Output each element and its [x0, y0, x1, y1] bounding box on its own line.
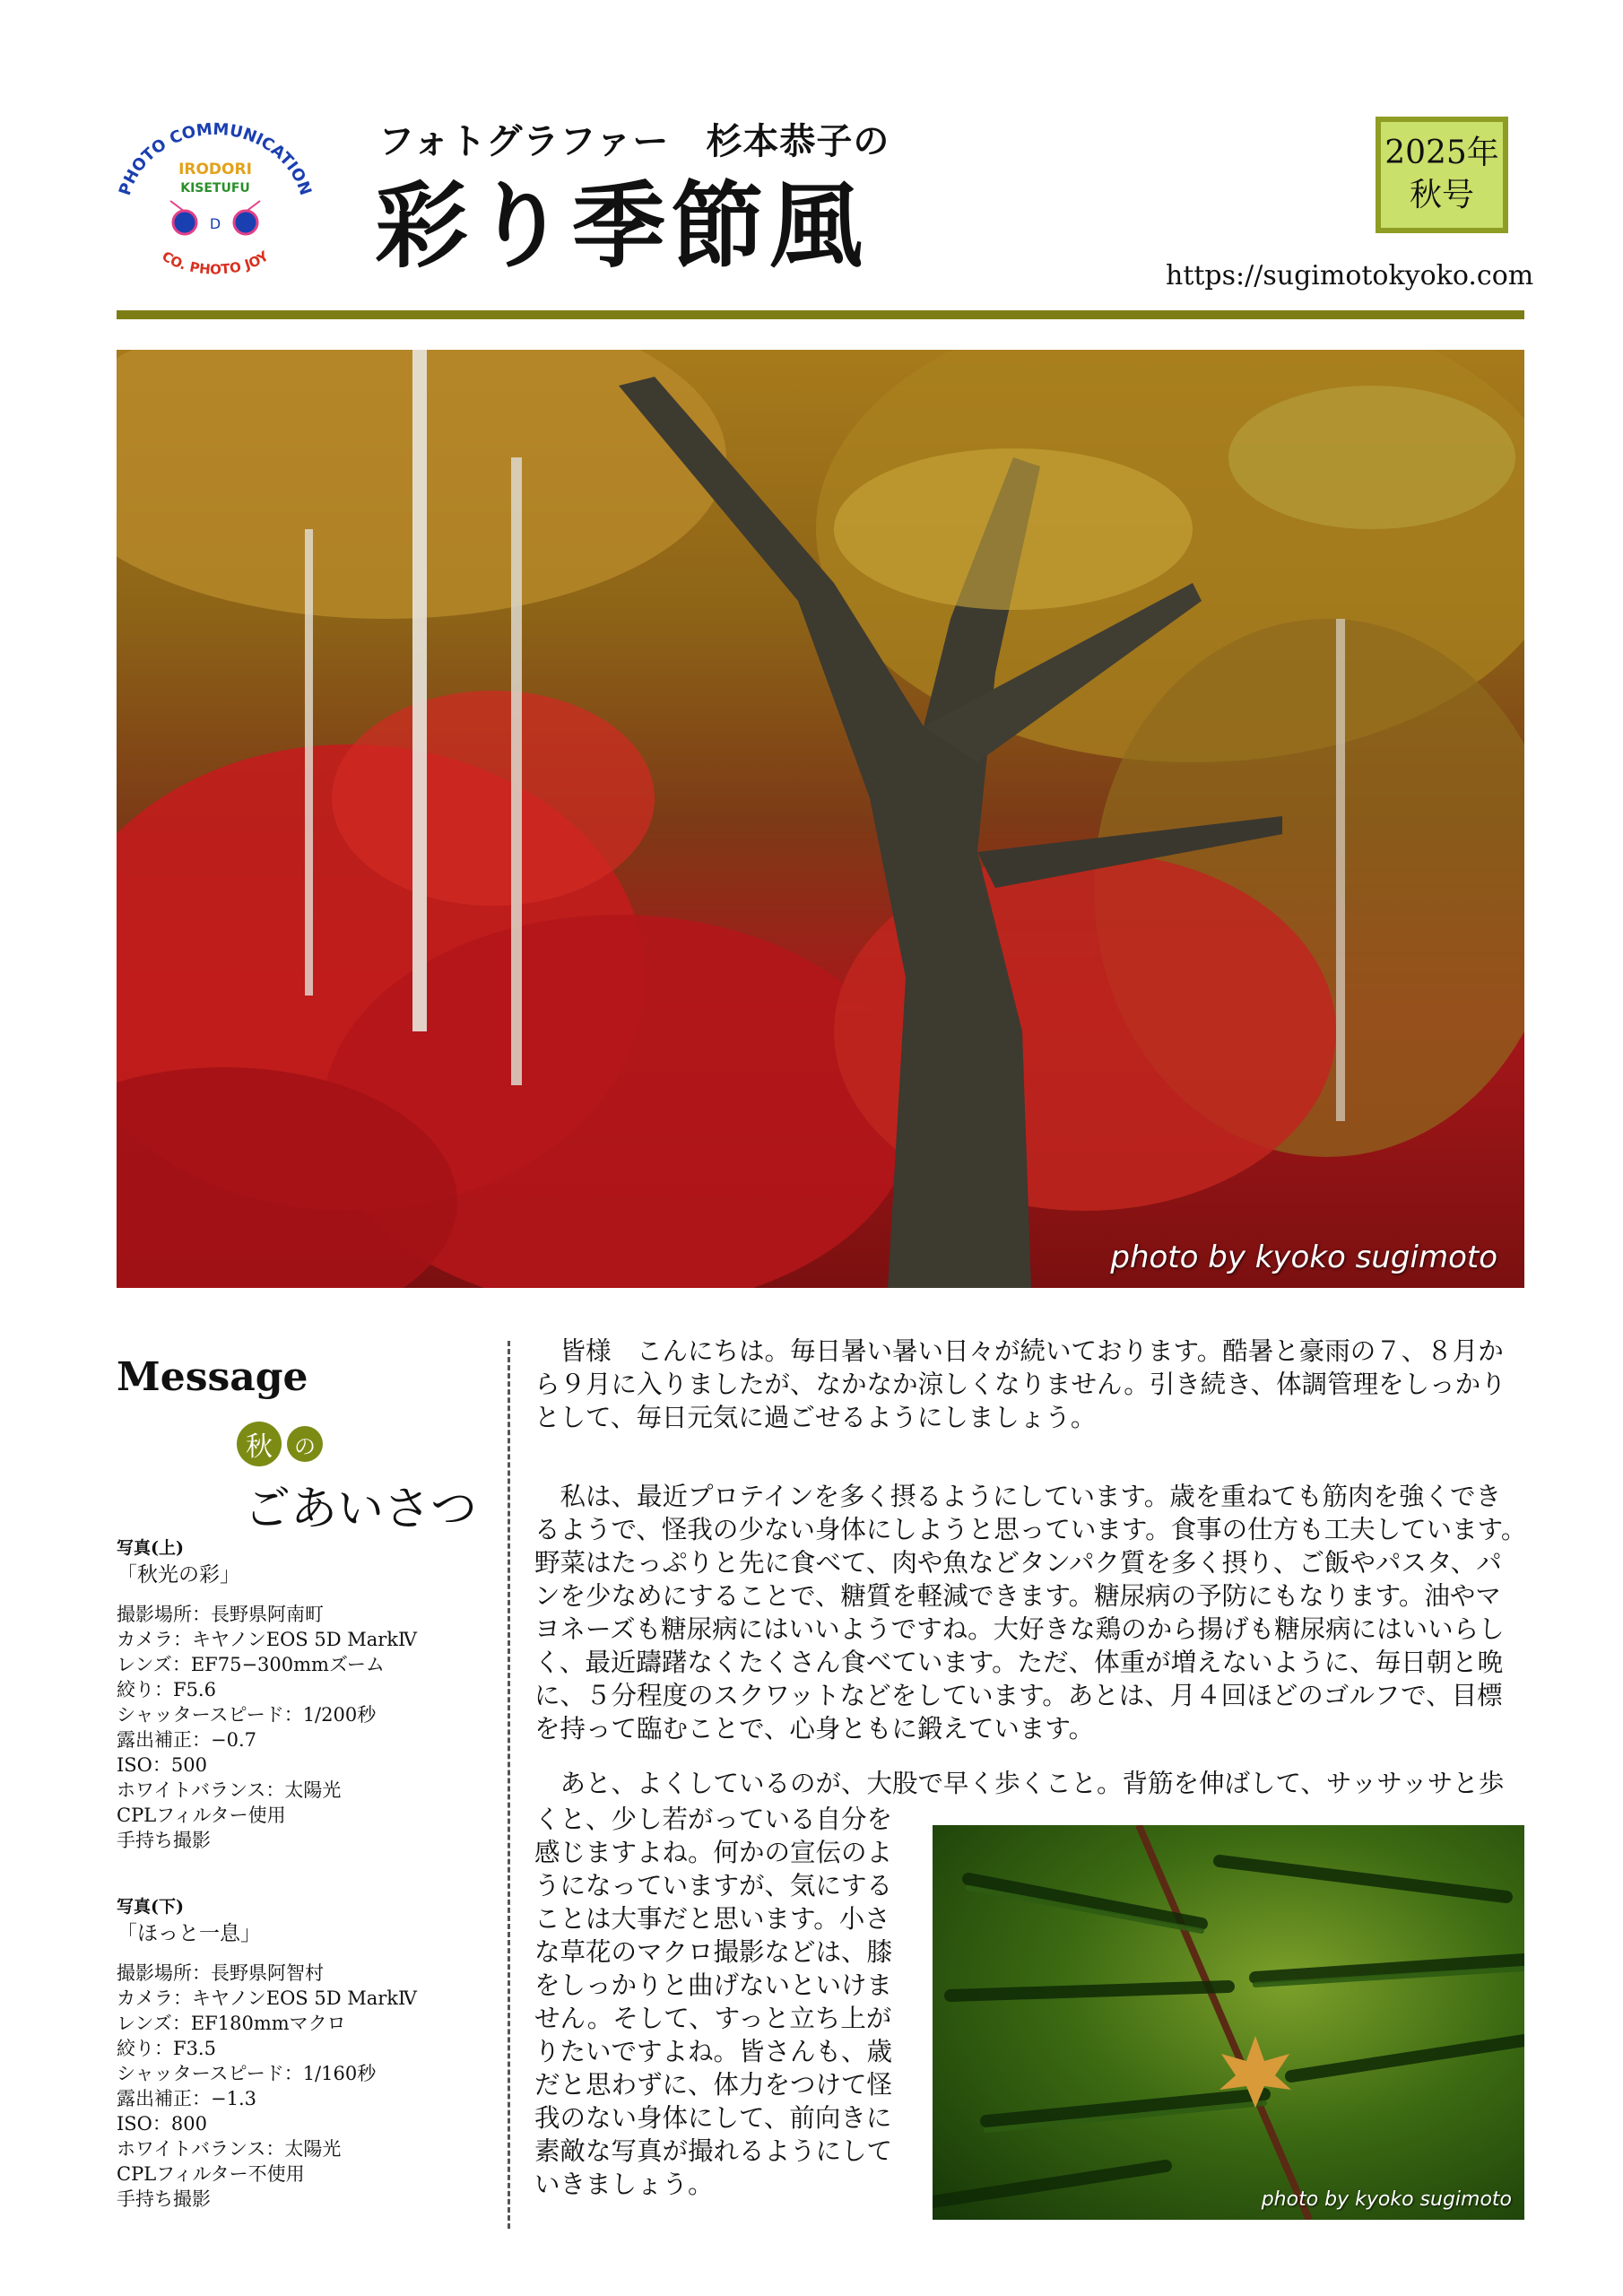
spec-line: ISO：800: [117, 2113, 207, 2135]
paragraph-line: 野菜はたっぷりと先に食べて、肉や魚などタンパク質を多く摂り、ご飯やパスタ、パ: [534, 1548, 1502, 1578]
paragraph-line: ことは大事だと思います。小さ: [534, 1904, 890, 1934]
body-paragraph-2: [534, 1480, 1527, 1745]
spec-line: シャッタースピード：1/200秒: [117, 1704, 377, 1726]
spec-line: 露出補正：−1.3: [117, 2088, 256, 2109]
paragraph-line: に、５分程度のスクワットなどをしています。あとは、月４回ほどのゴルフで、目標: [534, 1681, 1503, 1710]
logo-text-kisetufu: KISETUFU: [180, 181, 250, 196]
issue-year: 2025年: [1384, 135, 1499, 172]
autumn-label: [237, 1422, 323, 1466]
paragraph-line: ら９月に入りましたが、なかなか涼しくなりません。引き続き、体調管理をしっかり: [534, 1370, 1506, 1399]
header-rule: [117, 310, 1524, 319]
spec-line: 手持ち撮影: [117, 2188, 211, 2210]
svg-text:D: D: [209, 215, 221, 232]
paragraph-line: をしっかりと曲げないといけま: [534, 1970, 893, 2000]
photo-top-specs: [117, 1535, 493, 1853]
paragraph-line: うになっていますが、気にする: [534, 1871, 893, 1900]
spec-line: CPLフィルター使用: [117, 1805, 286, 1826]
spec-line: カメラ：キヤノンEOS 5D MarkⅣ: [117, 1987, 417, 2009]
greeting-heading: ごあいさつ: [244, 1483, 478, 1536]
photo-top-caption: 写真(上): [117, 1538, 184, 1558]
paragraph-line: として、毎日元気に過ごせるようにしましょう。: [534, 1403, 1097, 1432]
paragraph-line: あと、よくしているのが、大股で早く歩くこと。背筋を伸ばして、サッサッサと歩: [534, 1769, 1505, 1798]
column-divider: [508, 1341, 510, 2229]
spec-line: 撮影場所：長野県阿南町: [117, 1604, 324, 1625]
main-photo-credit: photo by kyoko sugimoto: [1110, 1239, 1497, 1275]
spec-line: カメラ：キヤノンEOS 5D MarkⅣ: [117, 1629, 417, 1650]
paragraph-line: 皆様 こんにちは。毎日暑い暑い日々が続いております。酷暑と豪雨の７、８月か: [534, 1336, 1504, 1366]
spec-line: 手持ち撮影: [117, 1830, 211, 1851]
paragraph-line: な草花のマクロ撮影などは、膝: [534, 1937, 893, 1967]
paragraph-line: ンを少なめにすることで、糖質を軽減できます。糖尿病の予防にもなります。油やマ: [534, 1581, 1501, 1611]
spec-line: 絞り：F3.5: [117, 2038, 216, 2059]
newsletter-subtitle: フォトグラファー 杉本恭子の: [378, 121, 890, 162]
logo-text-top: PHOTO COMMUNICATION: [115, 119, 316, 198]
spec-line: CPLフィルター不使用: [117, 2163, 305, 2185]
spec-line: ホワイトバランス：太陽光: [117, 1779, 342, 1801]
newsletter-title: 彩り季節風: [375, 170, 869, 281]
svg-text:CO. PHOTO JOY: [159, 248, 272, 278]
paragraph-line: ヨネーズも糖尿病にはいいようですね。大好きな鶏のから揚げも糖尿病にはいいらし: [534, 1614, 1505, 1644]
spec-line: レンズ：EF75−300mmズーム: [117, 1654, 385, 1675]
logo-text-bottom: CO. PHOTO JOY: [159, 248, 272, 278]
paragraph-line: 感じますよね。何かの宣伝のよ: [534, 1838, 893, 1867]
issue-badge: [1376, 117, 1508, 233]
paragraph-line: く、最近躊躇なくたくさん食べています。ただ、体重が増えないように、毎日朝と晩: [534, 1648, 1504, 1677]
main-photo-autumn-forest: [117, 350, 1524, 1288]
aki-circle: 秋: [237, 1422, 282, 1466]
message-heading: Message: [117, 1354, 308, 1400]
paragraph-line: 素敵な写真が撮れるようにして: [534, 2136, 893, 2166]
paragraph-line: せん。そして、すっと立ち上が: [534, 2004, 892, 2033]
paragraph-line: 我のない身体にして、前向きに: [534, 2103, 892, 2133]
paragraph-line: るようで、怪我の少ない身体にしようと思っています。食事の仕方も工夫しています。: [534, 1515, 1527, 1544]
logo-text-irodori: IRODORI: [178, 161, 252, 178]
spec-line: 絞り：F5.6: [117, 1679, 216, 1700]
newsletter-logo: [108, 115, 323, 294]
spec-line: 露出補正：−0.7: [117, 1729, 256, 1751]
issue-season: 秋号: [1409, 177, 1474, 213]
spec-line: ISO：500: [117, 1754, 207, 1776]
spec-line: 撮影場所：長野県阿智村: [117, 1962, 324, 1984]
no-circle: の: [287, 1426, 323, 1462]
paragraph-line: りたいですよね。皆さんも、歳: [534, 2037, 893, 2066]
body-paragraph-1: [534, 1335, 1524, 1434]
paragraph-line: くと、少し若がっている自分を: [534, 1805, 893, 1834]
paragraph-line: 私は、最近プロテインを多く摂るようにしています。歳を重ねても筋肉を強くでき: [534, 1482, 1502, 1511]
photo-top-title: 「秋光の彩」: [117, 1563, 240, 1587]
photo-bottom-specs: [117, 1894, 493, 2212]
paragraph-line: を持って臨むことで、心身ともに鍛えています。: [534, 1714, 1095, 1744]
photo-bottom-title: 「ほっと一息」: [117, 1922, 261, 1945]
fern-photo-credit: photo by kyoko sugimoto: [1261, 2188, 1512, 2211]
spec-line: ホワイトバランス：太陽光: [117, 2138, 342, 2160]
paragraph-line: いきましょう。: [534, 2170, 714, 2199]
website-url[interactable]: https://sugimotokyoko.com: [1166, 260, 1534, 291]
body-paragraph-3-wrapped: [534, 1803, 920, 2201]
photo-bottom-caption: 写真(下): [117, 1897, 184, 1917]
paragraph-line: だと思わずに、体力をつけて怪: [534, 2070, 893, 2100]
fern-photo: [933, 1825, 1524, 2220]
body-paragraph-3: [534, 1767, 1524, 1800]
spec-line: シャッタースピード：1/160秒: [117, 2063, 377, 2084]
spec-line: レンズ：EF180mmマクロ: [117, 2013, 346, 2034]
